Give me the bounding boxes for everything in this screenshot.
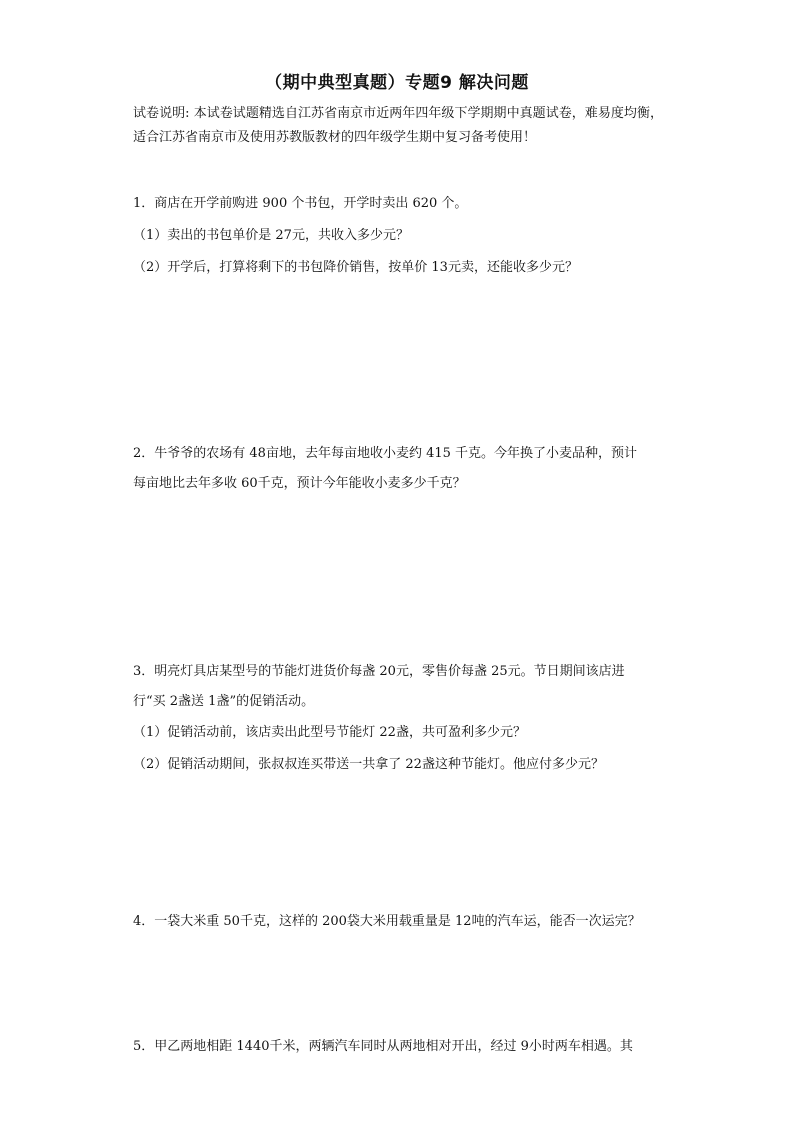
question-1-part-2: （2）开学后，打算将剩下的书包降价销售，按单价 13元卖，还能收多少元？ xyxy=(133,260,578,275)
question-1-part-1: （1）卖出的书包单价是 27元，共收入多少元？ xyxy=(133,228,409,243)
question-3-stem-line-2: 行“买 2盏送 1盏”的促销活动。 xyxy=(133,694,315,709)
question-4-stem: 4．一袋大米重 50千克，这样的 200袋大米用载重量是 12吨的汽车运，能否一次运完？ xyxy=(133,914,641,929)
question-2-stem-line-1: 2．牛爷爷的农场有 48亩地，去年每亩地收小麦约 415 千克。今年换了小麦品种，预计 xyxy=(133,446,638,461)
question-1-stem: 1．商店在开学前购进 900 个书包，开学时卖出 620 个。 xyxy=(133,196,468,211)
question-3-part-1: （1）促销活动前，该店卖出此型号节能灯 22盏，共可盈利多少元？ xyxy=(133,725,526,740)
question-5-stem: 5．甲乙两地相距 1440千米，两辆汽车同时从两地相对开出，经过 9小时两车相遇。其 xyxy=(133,1039,633,1054)
question-3-stem-line-1: 3．明亮灯具店某型号的节能灯进货价每盏 20元，零售价每盏 25元。节日期间该店进 xyxy=(133,664,625,679)
worksheet-title: （期中典型真题）专题9 解决问题 xyxy=(265,73,529,93)
question-3-part-2: （2）促销活动期间，张叔叔连买带送一共拿了 22盏这种节能灯。他应付多少元？ xyxy=(133,757,604,772)
worksheet-description: 试卷说明: 本试卷试题精选自江苏省南京市近两年四年级下学期期中真题试卷，难易度均衡，适合江苏省南京市及使用苏教版教材的四年级学生期中复习备考使用！ xyxy=(133,106,663,145)
question-2-stem-line-2: 每亩地比去年多收 60千克，预计今年能收小麦多少千克？ xyxy=(133,476,466,491)
